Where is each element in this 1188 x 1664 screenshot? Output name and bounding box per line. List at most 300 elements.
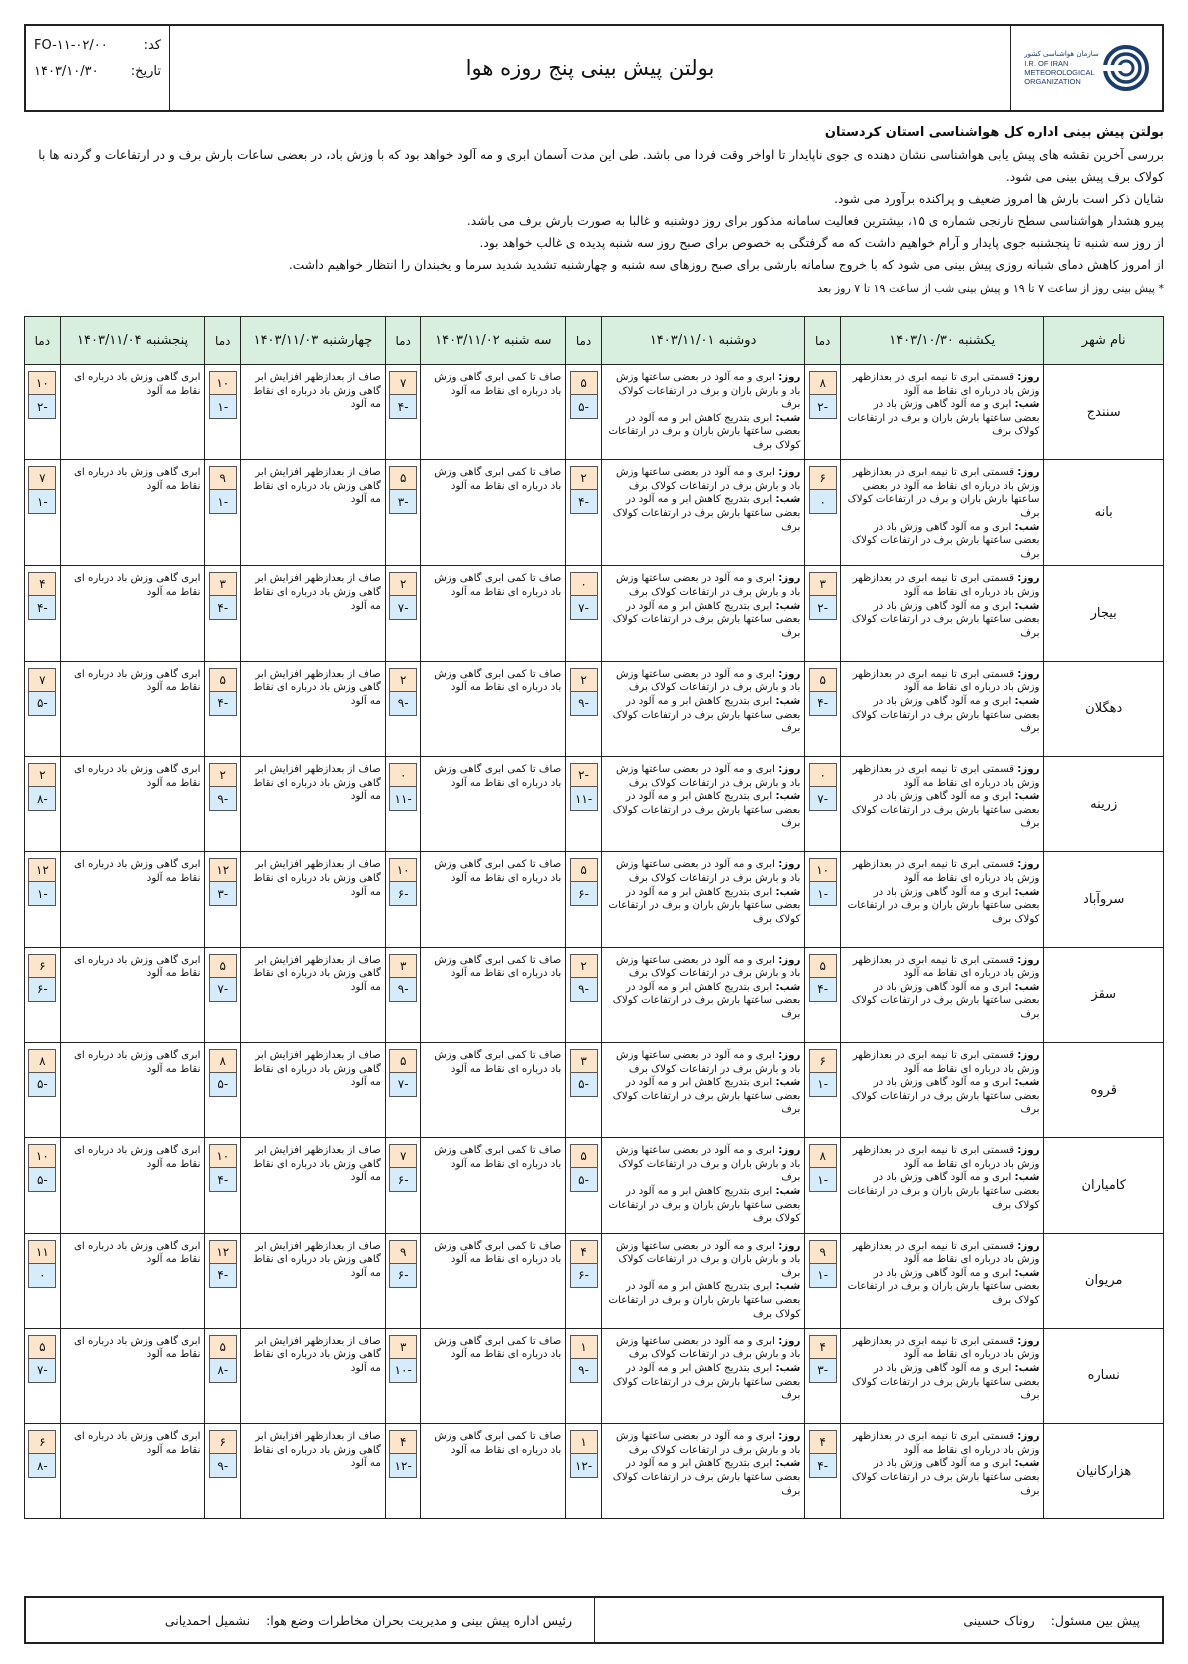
night-forecast	[608, 493, 800, 534]
forecast-text-cell: ابری گاهی وزش باد درباره ای نقاط مه آلود	[60, 1042, 205, 1137]
max-temperature: ۳	[389, 1335, 417, 1359]
night-forecast-text: ابری و مه آلود گاهی وزش باد در بعضی ساعتها بارش برف در ارتفاعات کولاک برف	[851, 791, 1040, 830]
max-temperature: -۲	[570, 763, 598, 787]
night-forecast-text: ابری بتدریج کاهش ابر و مه آلود در بعضی ساعتها بارش باران و برف در ارتفاعات کولاک برف	[608, 412, 801, 451]
forecast-text-cell: صاف تا کمی ابری گاهی وزش باد درباره ای نقاط مه آلود	[421, 1424, 566, 1519]
city-column-header: نام شهر	[1044, 317, 1164, 365]
day-forecast	[608, 954, 800, 981]
night-forecast	[608, 790, 800, 831]
temperature-cell	[25, 757, 61, 852]
day-label: روز:	[1017, 859, 1040, 871]
max-temperature: ۷	[28, 466, 56, 490]
forecast-text-cell	[840, 1424, 1043, 1519]
temperature-cell	[205, 1233, 241, 1328]
max-temperature: ۹	[389, 1240, 417, 1264]
page-title: بولتن پیش بینی پنج روزه هوا	[465, 56, 715, 80]
max-temperature: ۳	[389, 954, 417, 978]
temperature-cell	[25, 852, 61, 947]
day-header: یکشنبه ۱۴۰۳/۱۰/۳۰	[840, 317, 1043, 365]
forecast-text-cell: صاف از بعدازظهر افزایش ابر گاهی وزش باد درباره ای نقاط مه آلود	[241, 1328, 386, 1423]
night-forecast-text: ابری و مه آلود گاهی وزش باد در بعضی ساعتها بارش برف در ارتفاعات کولاک برف	[851, 600, 1040, 639]
day-label: روز:	[1017, 1431, 1040, 1443]
night-label: شب:	[1014, 981, 1040, 993]
day-label: روز:	[1017, 372, 1040, 383]
forecast-text-cell: صاف تا کمی ابری گاهی وزش باد درباره ای نقاط مه آلود	[421, 566, 566, 661]
min-temperature: -۱۱	[389, 787, 417, 811]
forecast-text-cell: ابری گاهی وزش باد درباره ای نقاط مه آلود	[60, 661, 205, 756]
day-forecast	[847, 1430, 1039, 1457]
temperature-cell	[25, 460, 61, 566]
logo-text-en-1: I.R. OF IRAN	[1024, 59, 1069, 68]
min-temperature: -۴	[28, 596, 56, 620]
night-forecast	[608, 695, 800, 736]
temperature-cell	[385, 852, 421, 947]
day-forecast-text: ابری و مه آلود در بعضی ساعتها وزش باد و بارش برف در ارتفاعات کولاک برف	[616, 573, 801, 599]
night-label: شب:	[1014, 1172, 1040, 1184]
max-temperature: ۲	[570, 466, 598, 490]
paragraph-temperature-drop: از امروز کاهش دمای شبانه روزی پیش بینی می شود که با خروج سامانه بارشی برای صبح روزهای سه شنبه و چهارشنبه تشدید شدید سرما و یخبندان را انتظار خواهیم داشت.	[288, 258, 1164, 272]
day-label: روز:	[1017, 1240, 1040, 1252]
max-temperature: ۱	[570, 1430, 598, 1454]
temperature-cell	[566, 1042, 602, 1137]
temperature-cell	[805, 566, 841, 661]
day-forecast	[847, 466, 1039, 520]
max-temperature: ۲	[570, 954, 598, 978]
table-row	[25, 1328, 1164, 1423]
night-forecast	[608, 1280, 800, 1321]
temp-column-header: دما	[205, 317, 241, 365]
max-temperature: ۴	[809, 1430, 837, 1454]
day-header: دوشنبه ۱۴۰۳/۱۱/۰۱	[601, 317, 804, 365]
city-name: دهگلان	[1044, 661, 1164, 756]
night-forecast	[608, 1076, 800, 1117]
night-forecast	[608, 1362, 800, 1403]
night-forecast	[847, 886, 1039, 927]
max-temperature: ۱۲	[209, 1240, 237, 1264]
max-temperature: ۶	[28, 1430, 56, 1454]
forecast-text-cell: صاف از بعدازظهر افزایش ابر گاهی وزش باد درباره ای نقاط مه آلود	[241, 566, 386, 661]
min-temperature: -۴	[809, 692, 837, 716]
forecast-text-cell	[601, 1233, 804, 1328]
temperature-cell	[566, 1328, 602, 1423]
min-temperature: -۶	[570, 882, 598, 906]
night-forecast-text: ابری بتدریج کاهش ابر و مه آلود در بعضی ساعتها بارش برف در ارتفاعات کولاک برف	[612, 1077, 801, 1116]
forecast-text-cell: صاف از بعدازظهر افزایش ابر گاهی وزش باد درباره ای نقاط مه آلود	[241, 365, 386, 460]
min-temperature: -۷	[209, 978, 237, 1002]
day-forecast-text: قسمتی ابری تا نیمه ابری در بعدازظهر وزش باد درباره ای نقاط مه آلود	[852, 573, 1040, 599]
city-name: زرینه	[1044, 757, 1164, 852]
temperature-cell	[205, 947, 241, 1042]
max-temperature: ۶	[28, 954, 56, 978]
temperature-cell	[205, 365, 241, 460]
temperature-cell	[205, 1424, 241, 1519]
night-label: شب:	[775, 1458, 801, 1470]
temperature-cell	[385, 365, 421, 460]
night-label: شب:	[1014, 886, 1040, 898]
forecast-text-cell: صاف از بعدازظهر افزایش ابر گاهی وزش باد درباره ای نقاط مه آلود	[241, 1042, 386, 1137]
night-forecast	[847, 695, 1039, 736]
day-forecast-text: قسمتی ابری تا نیمه ابری در بعدازظهر وزش باد درباره ای نقاط مه آلود	[852, 668, 1040, 694]
forecast-text-cell: ابری گاهی وزش باد درباره ای نقاط مه آلود	[60, 460, 205, 566]
forecast-text-cell: صاف تا کمی ابری گاهی وزش باد درباره ای نقاط مه آلود	[421, 1042, 566, 1137]
min-temperature: -۴	[209, 1264, 237, 1288]
department-head-name: نشمیل احمدیانی	[164, 1612, 251, 1628]
city-name: بیجار	[1044, 566, 1164, 661]
bulletin-header	[24, 24, 1164, 112]
logo-text-en-2: METEOROLOGICAL	[1024, 68, 1095, 77]
city-name: بانه	[1044, 460, 1164, 566]
night-forecast	[847, 790, 1039, 831]
temperature-cell	[805, 1328, 841, 1423]
min-temperature: -۲	[809, 596, 837, 620]
paragraph-warning: پیرو هشدار هواشناسی سطح نارنجی شماره ی ۱۵، بیشترین فعالیت سامانه مذکور برای روز دوشنبه و غالبا به صورت بارش برف می باشد.	[466, 214, 1164, 228]
night-forecast-text: ابری بتدریج کاهش ابر و مه آلود در بعضی ساعتها بارش برف در ارتفاعات کولاک برف	[612, 600, 801, 639]
temperature-cell	[205, 460, 241, 566]
forecast-text-cell: ابری گاهی وزش باد درباره ای نقاط مه آلود	[60, 1138, 205, 1233]
min-temperature: -۷	[28, 1359, 56, 1383]
forecast-text-cell	[601, 1042, 804, 1137]
max-temperature: ۹	[809, 1240, 837, 1264]
day-label: روز:	[778, 1145, 801, 1157]
temperature-cell	[566, 947, 602, 1042]
min-temperature: -۲	[809, 395, 837, 419]
max-temperature: ۷	[389, 1144, 417, 1168]
min-temperature: ۰	[28, 1264, 56, 1288]
forecast-text-cell: صاف از بعدازظهر افزایش ابر گاهی وزش باد درباره ای نقاط مه آلود	[241, 1233, 386, 1328]
forecast-text-cell: صاف تا کمی ابری گاهی وزش باد درباره ای نقاط مه آلود	[421, 1233, 566, 1328]
day-label: روز:	[1017, 764, 1040, 776]
night-forecast-text: ابری و مه آلود گاهی وزش باد در بعضی ساعتها بارش برف در ارتفاعات کولاک برف	[851, 521, 1040, 560]
city-name: سروآباد	[1044, 852, 1164, 947]
forecaster-cell	[594, 1598, 1162, 1642]
night-forecast-text: ابری بتدریج کاهش ابر و مه آلود در بعضی ساعتها بارش باران و برف در ارتفاعات کولاک برف	[608, 1281, 801, 1320]
max-temperature: ۸	[28, 1049, 56, 1073]
day-forecast-text: قسمتی ابری تا نیمه ابری در بعدازظهر وزش باد درباره ای نقاط مه آلود	[852, 859, 1040, 884]
day-forecast	[847, 1049, 1039, 1076]
day-forecast	[608, 763, 800, 790]
day-forecast	[847, 668, 1039, 695]
max-temperature: ۴	[389, 1430, 417, 1454]
temperature-cell	[205, 852, 241, 947]
max-temperature: ۵	[389, 1049, 417, 1073]
forecast-text-cell: صاف تا کمی ابری گاهی وزش باد درباره ای نقاط مه آلود	[421, 661, 566, 756]
forecast-text-cell	[840, 566, 1043, 661]
day-forecast-text: ابری و مه آلود در بعضی ساعتها وزش باد و بارش برف در ارتفاعات کولاک برف	[616, 859, 801, 884]
night-forecast-text: ابری و مه آلود گاهی وزش باد در بعضی ساعتها بارش برف در ارتفاعات کولاک برف	[851, 695, 1040, 735]
day-forecast	[608, 668, 800, 695]
max-temperature: ۳	[809, 572, 837, 596]
night-forecast	[847, 981, 1039, 1022]
night-forecast	[608, 412, 800, 453]
forecast-text-cell	[840, 460, 1043, 566]
temperature-cell	[25, 1424, 61, 1519]
forecaster-label: پیش بین مسئول:	[1050, 1612, 1140, 1628]
forecast-table	[24, 316, 1164, 1519]
temperature-cell	[566, 1424, 602, 1519]
max-temperature: ۵	[570, 371, 598, 395]
max-temperature: ۵	[570, 858, 598, 882]
min-temperature: -۱	[28, 490, 56, 514]
min-temperature: -۴	[209, 692, 237, 716]
day-forecast-text: قسمتی ابری تا نیمه ابری در بعدازظهر وزش باد درباره ای نقاط مه آلود	[852, 764, 1040, 789]
paragraph-stable-weather: از روز سه شنبه تا پنجشنبه جوی پایدار و آرام خواهیم داشت که مه گرفتگی به خصوص برای صبح روز سه شنبه پدیده ی غالب خواهد بود.	[479, 236, 1164, 250]
max-temperature: ۰	[570, 572, 598, 596]
night-label: شب:	[1014, 1458, 1040, 1470]
max-temperature: ۵	[570, 1144, 598, 1168]
day-forecast-text: قسمتی ابری تا نیمه ابری در بعدازظهر وزش باد درباره ای نقاط مه آلود	[852, 372, 1040, 397]
min-temperature: -۹	[209, 787, 237, 811]
table-row	[25, 1138, 1164, 1233]
table-row	[25, 365, 1164, 460]
min-temperature: -۵	[209, 1073, 237, 1097]
temperature-cell	[25, 566, 61, 661]
night-forecast	[847, 1457, 1039, 1498]
day-forecast	[608, 1240, 800, 1281]
night-forecast	[847, 600, 1039, 641]
night-forecast-text: ابری و مه آلود گاهی وزش باد در بعضی ساعتها بارش برف در ارتفاعات کولاک برف	[851, 981, 1040, 1021]
temperature-cell	[805, 1424, 841, 1519]
forecast-text-cell	[840, 365, 1043, 460]
day-forecast	[608, 1335, 800, 1362]
min-temperature: -۱	[809, 1168, 837, 1192]
night-label: شب:	[775, 1186, 801, 1198]
temperature-cell	[25, 365, 61, 460]
forecast-text-cell	[840, 661, 1043, 756]
day-label: روز:	[1017, 573, 1040, 585]
temperature-cell	[805, 1233, 841, 1328]
temperature-cell	[805, 661, 841, 756]
min-temperature: -۳	[809, 1359, 837, 1383]
min-temperature: -۱۰	[389, 1359, 417, 1383]
forecast-text-cell: صاف تا کمی ابری گاهی وزش باد درباره ای نقاط مه آلود	[421, 1138, 566, 1233]
min-temperature: -۹	[570, 1359, 598, 1383]
min-temperature: -۱۲	[570, 1454, 598, 1478]
night-label: شب:	[775, 1363, 801, 1375]
max-temperature: ۰	[389, 763, 417, 787]
max-temperature: ۱۲	[209, 858, 237, 882]
max-temperature: ۱۰	[389, 858, 417, 882]
temp-column-header: دما	[25, 317, 61, 365]
day-forecast	[608, 466, 800, 493]
logo-text-fa: سازمان هواشناسی کشور	[1024, 50, 1099, 58]
temperature-cell	[805, 757, 841, 852]
forecast-text-cell	[840, 757, 1043, 852]
night-label: شب:	[1014, 1267, 1040, 1279]
min-temperature: ۰	[809, 490, 837, 514]
max-temperature: ۲	[209, 763, 237, 787]
temperature-cell	[566, 757, 602, 852]
max-temperature: ۵	[28, 1335, 56, 1359]
temperature-cell	[205, 566, 241, 661]
forecast-text-cell	[840, 1233, 1043, 1328]
min-temperature: -۱۱	[570, 787, 598, 811]
min-temperature: -۶	[389, 1168, 417, 1192]
min-temperature: -۱۲	[389, 1454, 417, 1478]
min-temperature: -۵	[28, 1168, 56, 1192]
day-forecast-text: ابری و مه آلود در بعضی ساعتها وزش باد و بارش برف در ارتفاعات کولاک برف	[616, 1049, 801, 1075]
table-row	[25, 947, 1164, 1042]
max-temperature: ۱۱	[28, 1240, 56, 1264]
temperature-cell	[805, 365, 841, 460]
night-label: شب:	[1014, 399, 1040, 411]
day-forecast	[608, 1144, 800, 1185]
day-label: روز:	[1017, 1145, 1040, 1157]
department-head-cell	[26, 1598, 594, 1642]
paragraph-precip-note: شایان ذکر است بارش ها امروز ضعیف و پراکنده برآورد می شود.	[834, 192, 1164, 206]
forecast-text-cell: ابری گاهی وزش باد درباره ای نقاط مه آلود	[60, 1233, 205, 1328]
temperature-cell	[25, 947, 61, 1042]
forecast-text-cell	[601, 757, 804, 852]
temperature-cell	[566, 661, 602, 756]
max-temperature: ۱۰	[209, 1144, 237, 1168]
night-forecast-text: ابری و مه آلود گاهی وزش باد در بعضی ساعتها بارش باران و برف در ارتفاعات کولاک برف	[847, 399, 1040, 438]
min-temperature: -۱	[809, 1073, 837, 1097]
night-forecast	[847, 1171, 1039, 1212]
night-forecast	[847, 1076, 1039, 1117]
table-row	[25, 852, 1164, 947]
temperature-cell	[566, 852, 602, 947]
day-header: سه شنبه ۱۴۰۳/۱۱/۰۲	[421, 317, 566, 365]
forecast-text-cell: صاف از بعدازظهر افزایش ابر گاهی وزش باد درباره ای نقاط مه آلود	[241, 947, 386, 1042]
night-label: شب:	[1014, 1077, 1040, 1089]
date-value: ۱۴۰۳/۱۰/۳۰	[34, 63, 99, 79]
forecast-text-cell	[840, 852, 1043, 947]
temperature-cell	[566, 1233, 602, 1328]
max-temperature: ۳	[570, 1049, 598, 1073]
bulletin-description	[24, 122, 1164, 300]
min-temperature: -۹	[570, 692, 598, 716]
forecast-text-cell: ابری گاهی وزش باد درباره ای نقاط مه آلود	[60, 365, 205, 460]
forecast-text-cell	[601, 460, 804, 566]
temperature-cell	[385, 757, 421, 852]
signature-footer	[24, 1596, 1164, 1644]
temperature-cell	[566, 1138, 602, 1233]
night-forecast-text: ابری بتدریج کاهش ابر و مه آلود در بعضی ساعتها بارش برف در ارتفاعات کولاک برف	[612, 1363, 801, 1402]
night-label: شب:	[775, 791, 801, 803]
min-temperature: -۷	[389, 1073, 417, 1097]
day-label: روز:	[1017, 467, 1040, 479]
day-label: روز:	[778, 1240, 801, 1252]
day-forecast	[847, 371, 1039, 398]
min-temperature: -۶	[389, 1264, 417, 1288]
min-temperature: -۶	[389, 882, 417, 906]
bulletin-heading: بولتن پیش بینی اداره کل هواشناسی استان کردستان	[824, 125, 1164, 140]
min-temperature: -۴	[570, 490, 598, 514]
forecast-text-cell	[601, 947, 804, 1042]
day-forecast	[847, 1240, 1039, 1267]
min-temperature: -۳	[209, 882, 237, 906]
day-forecast	[608, 858, 800, 885]
day-label: روز:	[1017, 668, 1040, 680]
min-temperature: -۴	[209, 1168, 237, 1192]
forecast-text-cell: ابری گاهی وزش باد درباره ای نقاط مه آلود	[60, 947, 205, 1042]
temperature-cell	[205, 1138, 241, 1233]
day-forecast	[608, 572, 800, 599]
temperature-cell	[805, 1138, 841, 1233]
night-forecast-text: ابری و مه آلود گاهی وزش باد در بعضی ساعتها بارش باران و برف در ارتفاعات کولاک برف	[847, 886, 1040, 925]
day-label: روز:	[778, 372, 801, 383]
min-temperature: -۵	[570, 1073, 598, 1097]
forecast-text-cell: صاف تا کمی ابری گاهی وزش باد درباره ای نقاط مه آلود	[421, 1328, 566, 1423]
night-forecast-text: ابری و مه آلود گاهی وزش باد در بعضی ساعتها بارش باران و برف در ارتفاعات کولاک برف	[847, 1172, 1040, 1211]
table-row	[25, 757, 1164, 852]
table-row	[25, 661, 1164, 756]
min-temperature: -۲	[28, 395, 56, 419]
min-temperature: -۴	[389, 395, 417, 419]
day-label: روز:	[1017, 1049, 1040, 1061]
day-forecast-text: قسمتی ابری تا نیمه ابری در بعدازظهر وزش باد درباره ای نقاط مه آلود	[852, 1145, 1040, 1170]
night-forecast-text: ابری بتدریج کاهش ابر و مه آلود در بعضی ساعتها بارش باران و برف در ارتفاعات کولاک برف	[608, 1186, 801, 1225]
temperature-cell	[805, 947, 841, 1042]
min-temperature: -۷	[809, 787, 837, 811]
max-temperature: ۲	[389, 668, 417, 692]
table-row	[25, 1042, 1164, 1137]
night-label: شب:	[775, 412, 801, 424]
max-temperature: ۹	[209, 466, 237, 490]
spiral-logo-icon	[1103, 45, 1149, 91]
night-forecast-text: ابری و مه آلود گاهی وزش باد در بعضی ساعتها بارش برف در ارتفاعات کولاک برف	[851, 1458, 1040, 1497]
day-forecast	[608, 1049, 800, 1076]
temperature-cell	[25, 661, 61, 756]
day-forecast-text: ابری و مه آلود در بعضی ساعتها وزش باد و بارش باران و برف در ارتفاعات کولاک برف	[616, 372, 801, 411]
max-temperature: ۵	[209, 1335, 237, 1359]
max-temperature: ۱	[570, 1335, 598, 1359]
temperature-cell	[805, 460, 841, 566]
night-label: شب:	[775, 981, 801, 993]
night-forecast	[608, 981, 800, 1022]
max-temperature: ۱۲	[28, 858, 56, 882]
forecast-time-note: * پیش بینی روز از ساعت ۷ تا ۱۹ و پیش بینی شب از ساعت ۱۹ تا ۷ روز بعد	[817, 282, 1164, 295]
meteorological-organization-logo	[1010, 26, 1162, 110]
forecast-text-cell: صاف تا کمی ابری گاهی وزش باد درباره ای نقاط مه آلود	[421, 365, 566, 460]
min-temperature: -۵	[570, 1168, 598, 1192]
city-name: قروه	[1044, 1042, 1164, 1137]
max-temperature: ۲	[570, 668, 598, 692]
day-forecast-text: ابری و مه آلود در بعضی ساعتها وزش باد و بارش برف در ارتفاعات کولاک برف	[616, 1335, 801, 1361]
night-label: شب:	[1014, 791, 1040, 803]
max-temperature: ۱۰	[809, 858, 837, 882]
forecast-text-cell: صاف از بعدازظهر افزایش ابر گاهی وزش باد درباره ای نقاط مه آلود	[241, 1138, 386, 1233]
department-head-label: رئیس اداره پیش بینی و مدیریت بحران مخاطرات وضع هوا:	[266, 1612, 572, 1628]
night-forecast	[847, 1267, 1039, 1308]
day-forecast	[847, 1144, 1039, 1171]
day-forecast-text: قسمتی ابری تا نیمه ابری در بعدازظهر وزش باد درباره ای نقاط مه آلود	[852, 1335, 1040, 1361]
forecast-text-cell: ابری گاهی وزش باد درباره ای نقاط مه آلود	[60, 757, 205, 852]
max-temperature: ۳	[209, 572, 237, 596]
forecast-text-cell	[601, 365, 804, 460]
temperature-cell	[385, 1328, 421, 1423]
min-temperature: -۹	[389, 978, 417, 1002]
day-forecast	[847, 954, 1039, 981]
city-name: هزارکانیان	[1044, 1424, 1164, 1519]
forecast-text-cell: صاف از بعدازظهر افزایش ابر گاهی وزش باد درباره ای نقاط مه آلود	[241, 460, 386, 566]
night-label: شب:	[1014, 600, 1040, 612]
forecast-text-cell	[601, 1328, 804, 1423]
min-temperature: -۸	[28, 787, 56, 811]
night-forecast-text: ابری بتدریج کاهش ابر و مه آلود در بعضی ساعتها بارش برف در ارتفاعات کولاک برف	[612, 494, 801, 533]
night-forecast-text: ابری بتدریج کاهش ابر و مه آلود در بعضی ساعتها بارش برف در ارتفاعات کولاک برف	[612, 981, 801, 1021]
logo-text-en-3: ORGANIZATION	[1024, 77, 1081, 86]
night-forecast	[608, 1457, 800, 1498]
night-forecast-text: ابری بتدریج کاهش ابر و مه آلود در بعضی ساعتها بارش باران و برف در ارتفاعات کولاک برف	[608, 886, 801, 925]
max-temperature: ۸	[209, 1049, 237, 1073]
day-forecast-text: قسمتی ابری تا نیمه ابری در بعدازظهر وزش باد درباره ای نقاط مه آلود	[852, 1049, 1040, 1075]
forecast-text-cell: ابری گاهی وزش باد درباره ای نقاط مه آلود	[60, 566, 205, 661]
temperature-cell	[205, 757, 241, 852]
min-temperature: -۹	[389, 692, 417, 716]
forecast-text-cell: صاف تا کمی ابری گاهی وزش باد درباره ای نقاط مه آلود	[421, 757, 566, 852]
max-temperature: ۶	[209, 1430, 237, 1454]
